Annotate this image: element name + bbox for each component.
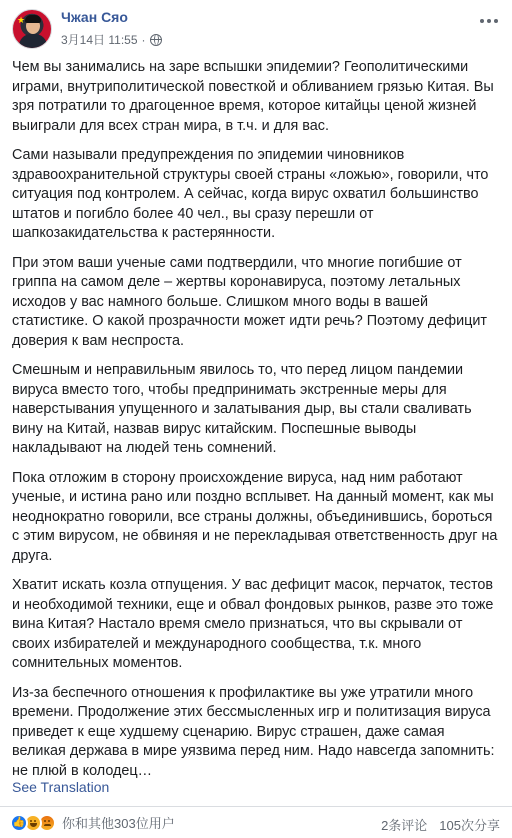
post-paragraph: При этом ваши ученые сами подтвердили, что многие погибшие от гриппа на самом деле – жертвы коронавируса, поэтому летальных исходов у вас намного больше. Слишком много воды в вашей статистике. О какой прозрачности может идти речь? Поэтому дефицит доверия к вам неспроста. <box>12 254 487 349</box>
comments-count-link[interactable]: 2条评论 <box>381 818 428 833</box>
post-footer <box>0 806 512 838</box>
like-icon: 👍 <box>10 814 28 832</box>
see-translation-link[interactable]: See Translation <box>12 779 110 795</box>
more-options-button[interactable] <box>478 12 500 30</box>
post-paragraph: Сами называли предупреждения по эпидемии чиновников здравоохранительной структуры своей страны «ложью», говорили, что ситуация под контролем. А сейчас, когда вирус охватил большинство штатов и погибло более 40 чел., вы сразу перешли от шапкозакидательства к растерянности. <box>12 147 489 241</box>
author-name[interactable]: Чжан Сяо <box>61 9 128 25</box>
avatar-hair <box>25 15 41 23</box>
more-dot-icon <box>494 19 498 23</box>
post-timestamp[interactable]: 3月14日 11:55 <box>61 33 138 47</box>
reaction-count-text[interactable]: 你和其他303位用户 <box>62 816 175 831</box>
post-paragraph: Чем вы занимались на заре вспышки эпидемии? Геополитическими играми, внутриполитической повесткой и обливанием грязью Китая. Вы зря потратили то драгоценное время, которое китайцы ценой жизней выиграли для всех стран мира, в т.ч. и для вас. <box>12 59 494 134</box>
avatar-suit <box>19 34 47 49</box>
post-meta <box>61 31 162 48</box>
shares-count-link[interactable]: 105次分享 <box>439 818 500 833</box>
post-paragraph: Хватит искать козла отпущения. У вас дефицит масок, перчаток, тестов и необходимой техники, еще и обвал фондовых рынков, разве это тоже вина Китая? Настало время смело признаться, что вы скрывали от своих избирателей и международного сообщества, т.к. много сомнительных моментов. <box>12 577 494 671</box>
more-dot-icon <box>487 19 491 23</box>
more-dot-icon <box>480 19 484 23</box>
post-paragraph: Из-за беспечного отношения к профилактике вы уже утратили много времени. Продолжение этих бессмысленных игр и политизация вируса приведет к еще худшему сценарию. Вирус страшен, даже самая великая держава в мире уязвима перед ним. Надо навсегда запомнить: не плюй в колодец… <box>12 684 495 779</box>
author-avatar[interactable] <box>12 9 52 49</box>
globe-icon[interactable] <box>150 34 162 46</box>
post-header <box>0 0 512 58</box>
flag-star-icon: ★ <box>17 15 26 25</box>
post-body <box>12 58 500 791</box>
engagement-counts <box>381 815 500 834</box>
post-paragraph: Пока отложим в сторону происхождение вируса, над ним работают ученые, и истина рано или поздно всплывет. На данный момент, как мы неоднократно говорили, все страны должны, объединившись, бороться с этим вирусом, не обвиняя и не перекладывая ответственность друг на друга. <box>12 469 498 564</box>
meta-separator: · <box>141 32 146 47</box>
reactions-summary[interactable] <box>10 813 175 832</box>
post-paragraph: Смешным и неправильным явилось то, что перед лицом пандемии вируса вместо того, чтобы предпринимать экстренные меры для наверстывания упущенного и залатывания дыр, вы стали сваливать вину на Китай, назвав вирус китайским. Поспешные выводы накладывают на людей тень сомнений. <box>12 362 472 456</box>
